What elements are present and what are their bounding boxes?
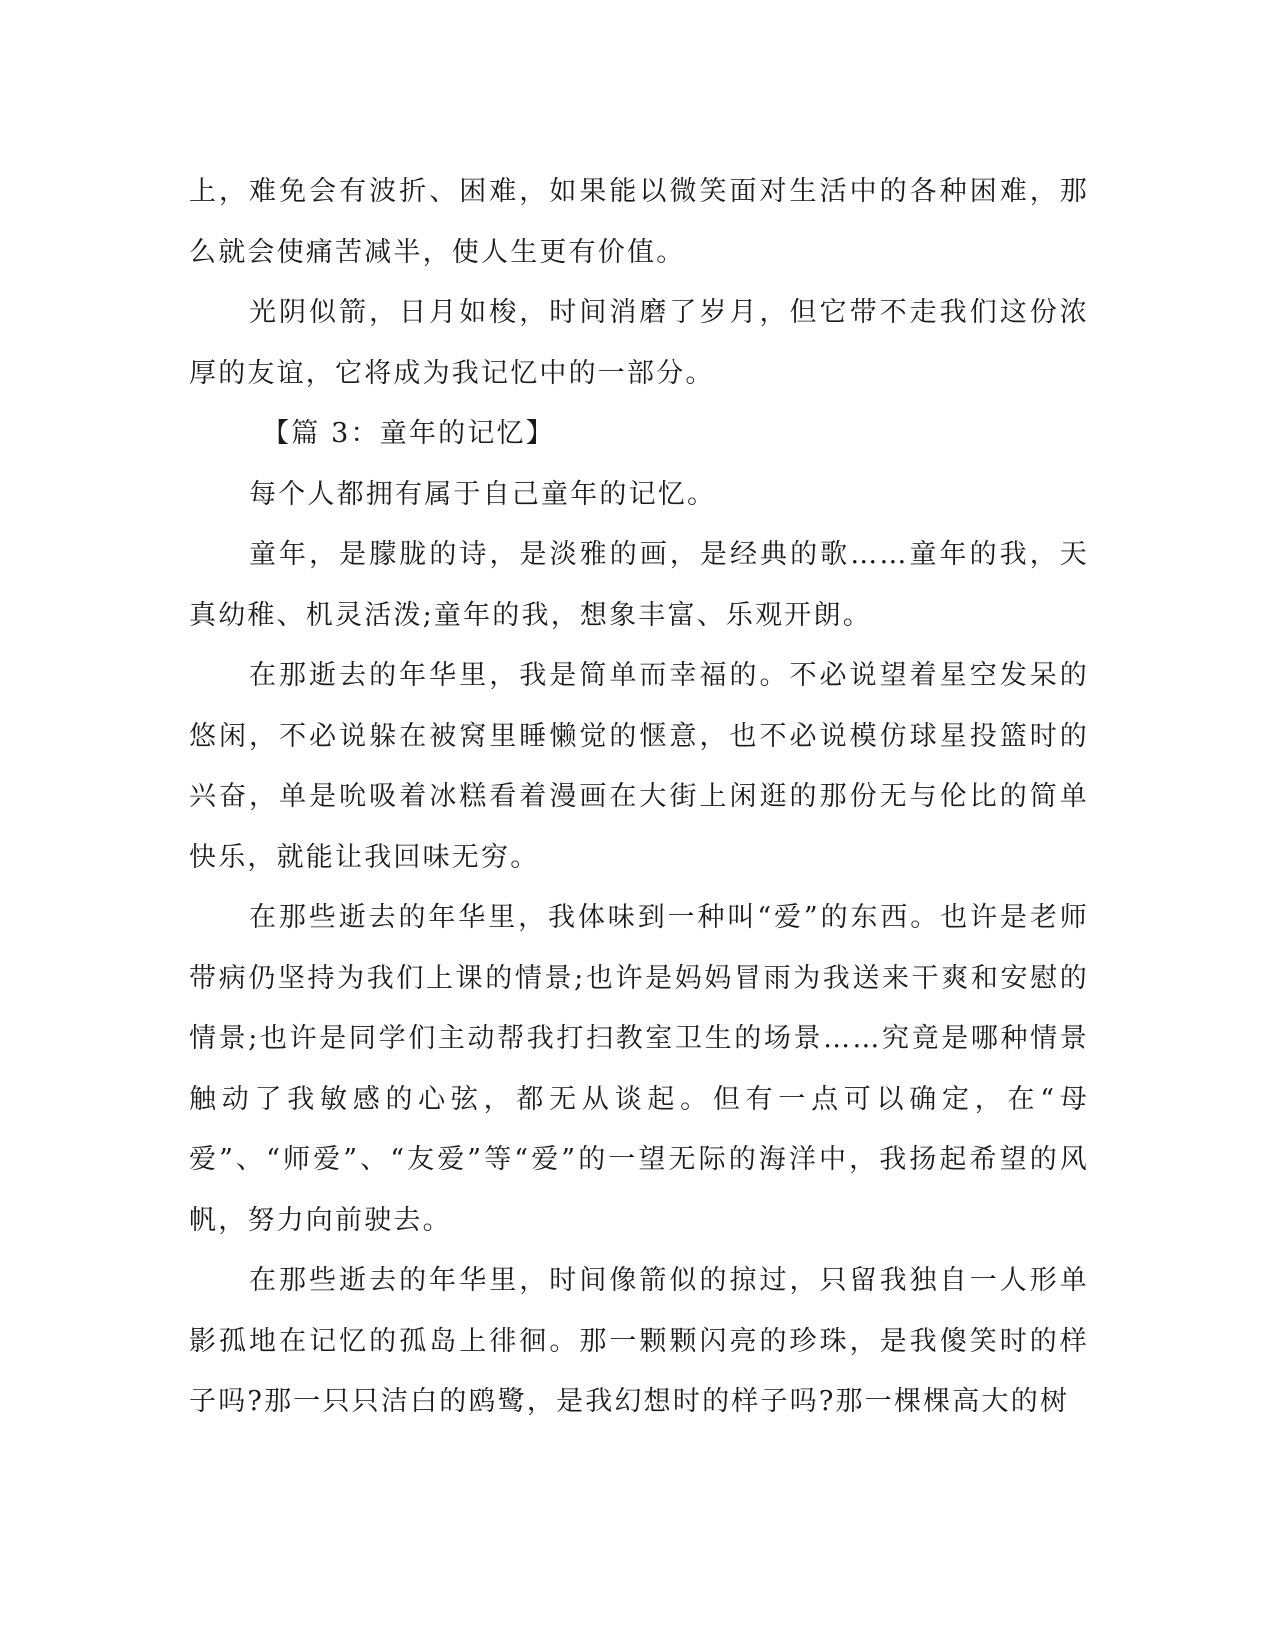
paragraph-continued: 上，难免会有波折、困难，如果能以微笑面对生活中的各种困难，那么就会使痛苦减半，使人生更有价值。 (189, 176, 1089, 268)
paragraph: 在那些逝去的年华里，时间像箭似的掠过，只留我独自一人形单影孤地在记忆的孤岛上徘徊。那一颗颗闪亮的珍珠，是我傻笑时的样子吗?那一只只洁白的鸥鹭，是我幻想时的样子吗?那一棵棵高大的树 (189, 1265, 1089, 1417)
paragraph: 光阴似箭，日月如梭，时间消磨了岁月，但它带不走我们这份浓厚的友谊，它将成为我记忆中的一部分。 (189, 297, 1089, 389)
paragraph: 在那逝去的年华里，我是简单而幸福的。不必说望着星空发呆的悠闲，不必说躲在被窝里睡懒觉的惬意，也不必说模仿球星投篮时的兴奋，单是吮吸着冰糕看着漫画在大街上闲逛的那份无与伦比的简单快乐，就能让我回味无穷。 (189, 660, 1089, 873)
section-heading: 【篇 3：童年的记忆】 (262, 418, 555, 449)
paragraph: 每个人都拥有属于自己童年的记忆。 (249, 478, 717, 510)
document-body (189, 162, 1089, 1433)
paragraph: 童年，是朦胧的诗，是淡雅的画，是经典的歌……童年的我，天真幼稚、机灵活泼;童年的我，想象丰富、乐观开朗。 (189, 539, 1089, 631)
paragraph: 在那些逝去的年华里，我体味到一种叫“爱”的东西。也许是老师带病仍坚持为我们上课的情景;也许是妈妈冒雨为我送来干爽和安慰的情景;也许是同学们主动帮我打扫教室卫生的场景……究竟是哪种情景触动了我敏感的心弦，都无从谈起。但有一点可以确定，在“母爱”、“师爱”、“友爱”等“爱”的一望无际的海洋中，我扬起希望的风帆，努力向前驶去。 (189, 902, 1089, 1236)
